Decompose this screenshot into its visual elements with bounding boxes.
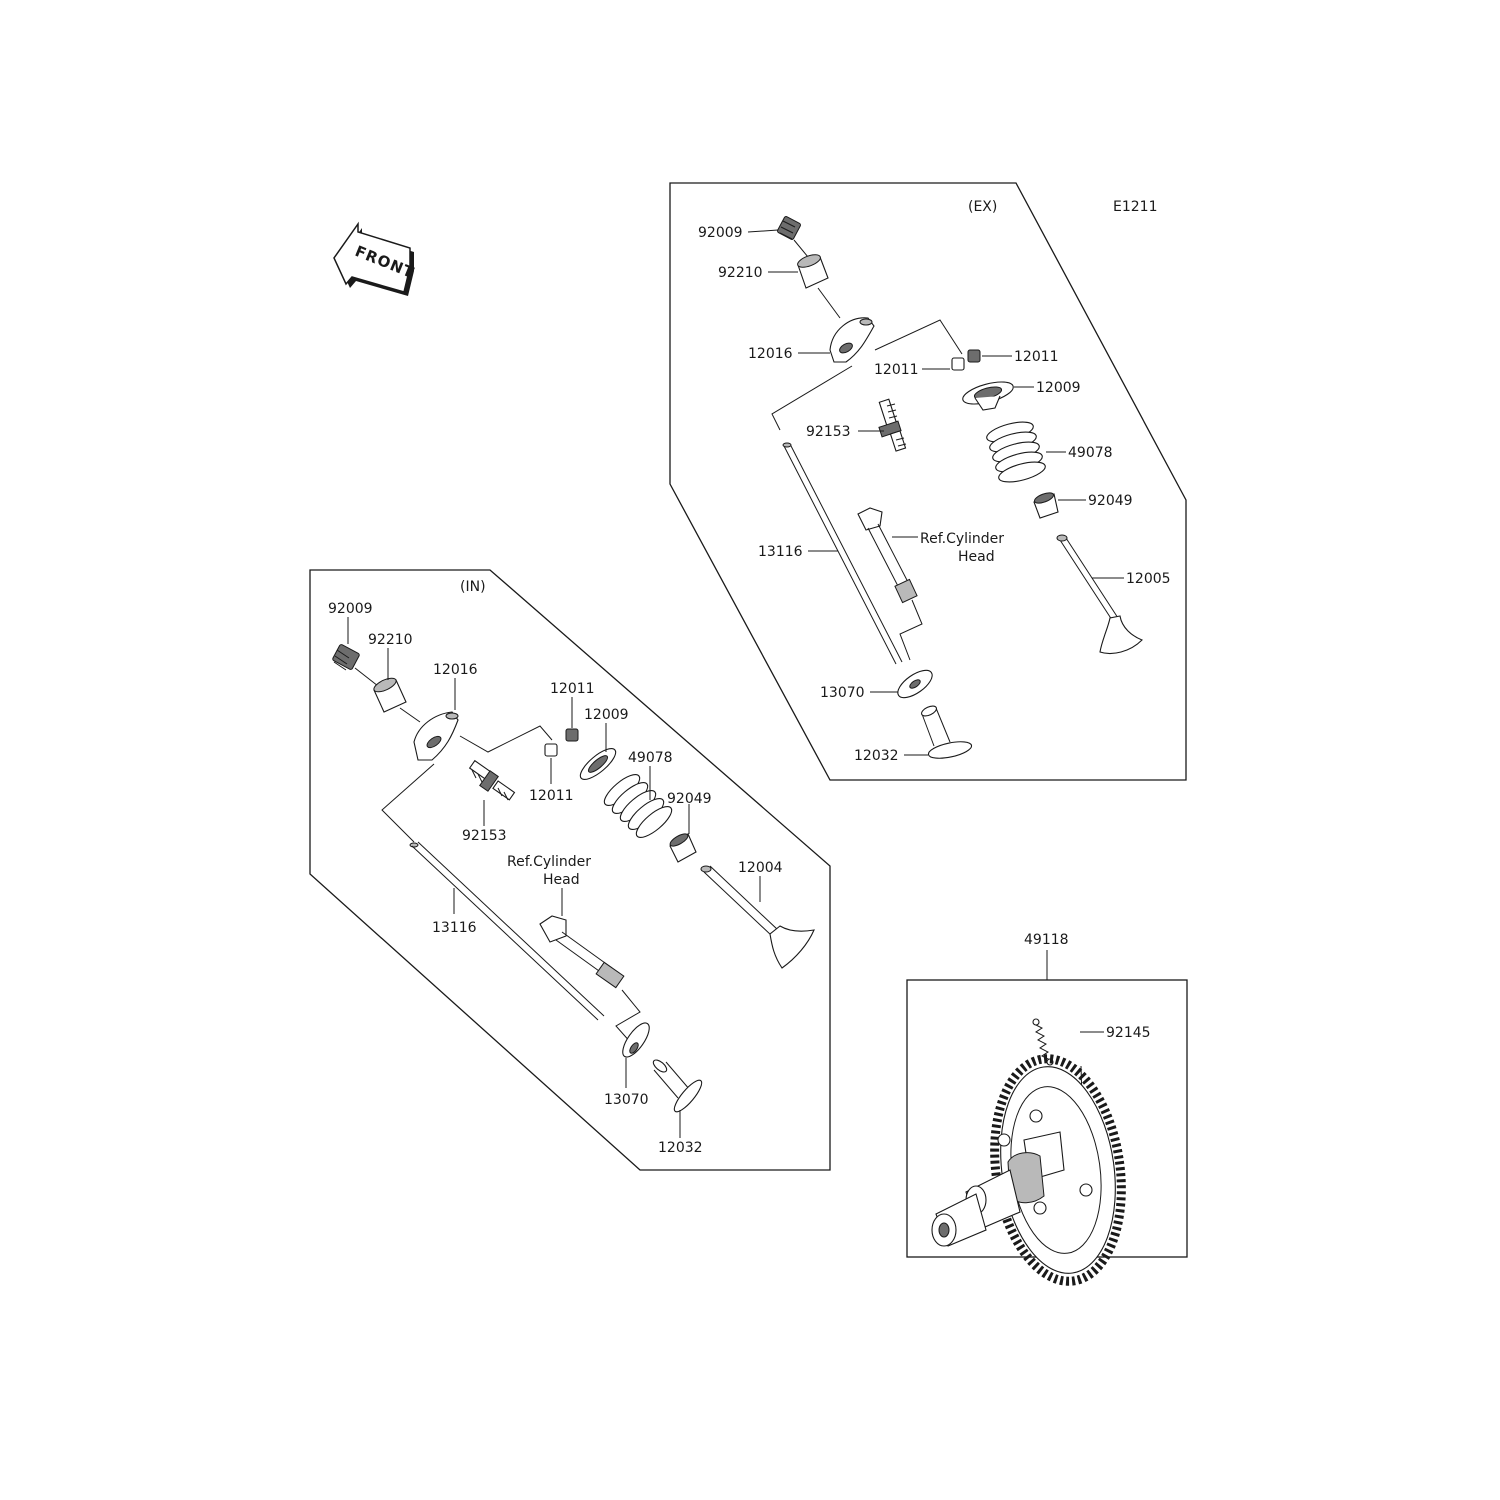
in-label-12011-b: 12011	[529, 788, 574, 804]
ex-retainer-icon	[961, 378, 1016, 410]
ex-label-12011-b: 12011	[874, 362, 919, 378]
in-adjust-screw-icon	[332, 644, 378, 686]
in-keeper-b-icon	[545, 744, 557, 756]
in-label-92153: 92153	[462, 828, 507, 844]
in-label-92049: 92049	[667, 791, 712, 807]
ex-label-92210: 92210	[718, 265, 763, 281]
exhaust-section	[670, 183, 1186, 780]
cam-spring-icon	[1033, 1019, 1053, 1065]
in-stud-icon	[470, 761, 515, 800]
in-stem-seal-icon	[668, 832, 696, 862]
ex-label-92049: 92049	[1088, 493, 1133, 509]
exhaust-tag: (EX)	[968, 199, 998, 215]
in-valve-icon	[701, 866, 814, 968]
ex-valve-spring-icon	[985, 418, 1048, 486]
ex-label-12005: 12005	[1126, 571, 1171, 587]
in-keeper-a-icon	[566, 729, 578, 741]
in-ref-cylinder-head-line2: Head	[543, 872, 580, 888]
ex-nut-icon	[796, 252, 840, 318]
ex-stud-icon	[879, 399, 906, 451]
front-label: FRONT	[352, 242, 418, 283]
front-arrow-icon	[334, 224, 417, 296]
ex-ref-cylinder-head-line1: Ref.Cylinder	[920, 531, 1005, 547]
in-retainer-icon	[576, 744, 620, 785]
ex-label-49078: 49078	[1068, 445, 1113, 461]
in-label-13116: 13116	[432, 920, 477, 936]
in-label-12009: 12009	[584, 707, 629, 723]
ex-label-13070: 13070	[820, 685, 865, 701]
ex-label-12032: 12032	[854, 748, 899, 764]
ex-label-92009: 92009	[698, 225, 743, 241]
ex-label-12016: 12016	[748, 346, 793, 362]
in-label-12004: 12004	[738, 860, 783, 876]
ex-ref-cylinder-head-line2: Head	[958, 549, 995, 565]
camshaft-section	[907, 932, 1187, 1290]
in-guide-plate-icon	[618, 1019, 654, 1061]
cam-label-92145: 92145	[1106, 1025, 1151, 1041]
in-rocker-arm-icon	[414, 712, 458, 760]
ex-label-92153: 92153	[806, 424, 851, 440]
in-label-13070: 13070	[604, 1092, 649, 1108]
ex-rocker-arm-icon	[830, 318, 874, 362]
in-valve-spring-icon	[600, 770, 676, 843]
ex-guide-bolt-icon	[858, 508, 922, 660]
in-label-12032: 12032	[658, 1140, 703, 1156]
ex-keeper-a-icon	[952, 358, 964, 370]
in-nut-icon	[372, 675, 420, 722]
in-label-92210: 92210	[368, 632, 413, 648]
cam-label-49118: 49118	[1024, 932, 1069, 948]
in-label-12016: 12016	[433, 662, 478, 678]
diagram-code: E1211	[1113, 199, 1158, 215]
intake-section	[310, 570, 830, 1170]
ex-label-13116: 13116	[758, 544, 803, 560]
in-label-12011-a: 12011	[550, 681, 595, 697]
ex-valve-icon	[1057, 535, 1142, 654]
ex-adjust-screw-icon	[777, 216, 808, 257]
ex-stem-seal-icon	[1033, 491, 1058, 518]
ex-lifter-icon	[920, 704, 973, 761]
ex-label-12009: 12009	[1036, 380, 1081, 396]
in-ref-cylinder-head-line1: Ref.Cylinder	[507, 854, 592, 870]
in-label-49078: 49078	[628, 750, 673, 766]
in-label-92009: 92009	[328, 601, 373, 617]
in-lifter-icon	[651, 1058, 705, 1115]
ex-guide-plate-icon	[893, 665, 936, 703]
ex-label-12011-a: 12011	[1014, 349, 1059, 365]
intake-tag: (IN)	[460, 579, 486, 595]
ex-keeper-b-icon	[968, 350, 980, 362]
